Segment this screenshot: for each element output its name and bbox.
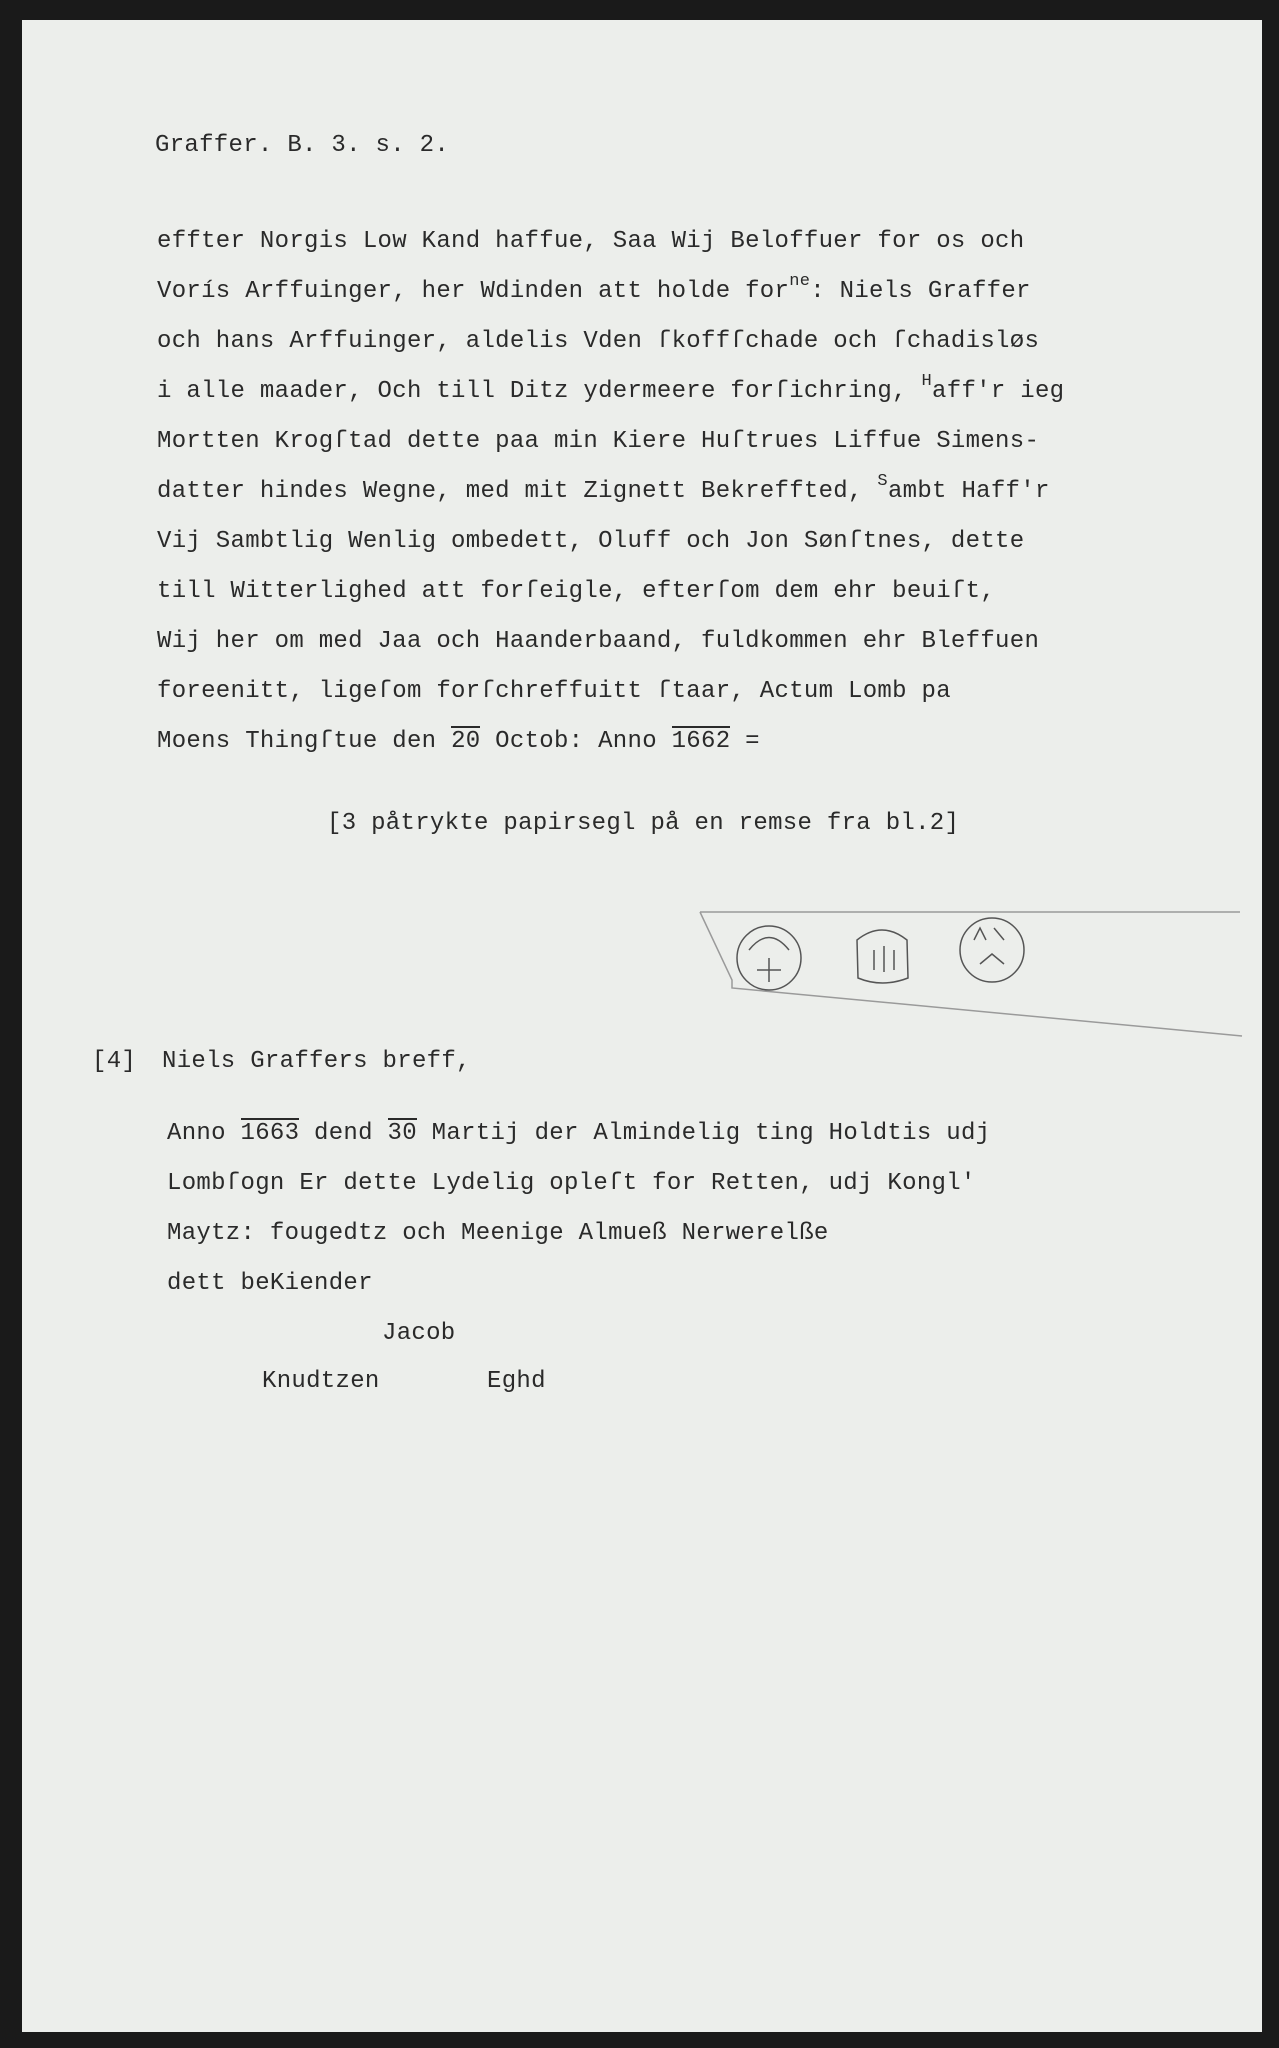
text-line-2: Vorís Arffuinger, her Wdinden att holde for$^{ne}$: Niels Graffer: [157, 272, 1031, 305]
date-year: 1662: [671, 728, 731, 755]
text-line-13: Lombſogn Er dette Lydelig opleſt for Retten, udj Kongl': [167, 1170, 976, 1197]
signature-eghd: Eghd: [487, 1368, 546, 1395]
section-title: Niels Graffers breff,: [162, 1048, 471, 1075]
text-line-15: dett beKiender: [167, 1270, 373, 1297]
text-line-7: Vij Sambtlig Wenlig ombedett, Oluff och Jon Sønſtnes, dette: [157, 528, 1025, 555]
seal-note: [3 påtrykte papirsegl på en remse fra bl.2]: [327, 810, 960, 837]
text-line-14: Maytz: fougedtz och Meenige Almueß Nerwerelße: [167, 1220, 829, 1247]
text-line-1: effter Norgis Low Kand haffue, Saa Wij Beloffuer for os och: [157, 228, 1025, 255]
superscript-ne: ne: [789, 272, 811, 291]
text-line-3: och hans Arffuinger, aldelis Vden ſkoffſchade och ſchadisløs: [157, 328, 1040, 355]
page-header: Graffer. B. 3. s. 2.: [155, 132, 450, 159]
day-30: 30: [387, 1120, 417, 1147]
text-line-8: till Witterlighed att forſeigle, efterſom dem ehr beuiſt,: [157, 578, 996, 605]
signature-jacob: Jacob: [382, 1320, 456, 1347]
seal-1: [737, 926, 801, 990]
text-line-6: datter hindes Wegne, med mit Zignett Bekreffted, $^S$ambt Haff'r: [157, 472, 1050, 505]
superscript-s: S: [877, 472, 888, 491]
seal-strip-sketch: [22, 20, 1262, 1080]
year-1663: 1663: [240, 1120, 300, 1147]
date-day: 20: [451, 728, 481, 755]
text-line-12: Anno 1663 dend 30 Martij der Almindelig ting Holdtis udj: [167, 1120, 991, 1147]
signature-knudtzen: Knudtzen: [262, 1368, 380, 1395]
superscript-h: H: [921, 372, 933, 391]
text-line-11: Moens Thingſtue den 20 Octob: Anno 1662 =: [157, 728, 760, 755]
text-line-5: Mortten Krogſtad dette paa min Kiere Huſtrues Liffue Simens-: [157, 428, 1040, 455]
seal-2: [857, 930, 908, 983]
section-marker: [4]: [92, 1048, 137, 1075]
document-page: [22, 20, 1262, 2032]
text-line-9: Wij her om med Jaa och Haanderbaand, fuldkommen ehr Bleffuen: [157, 628, 1040, 655]
text-line-10: foreenitt, ligeſom forſchreffuitt ſtaar, Actum Lomb pa: [157, 678, 951, 705]
seal-3: [960, 918, 1024, 982]
text-line-4: i alle maader, Och till Ditz ydermeere forſichring, $^H$aff'r ieg: [157, 372, 1065, 405]
